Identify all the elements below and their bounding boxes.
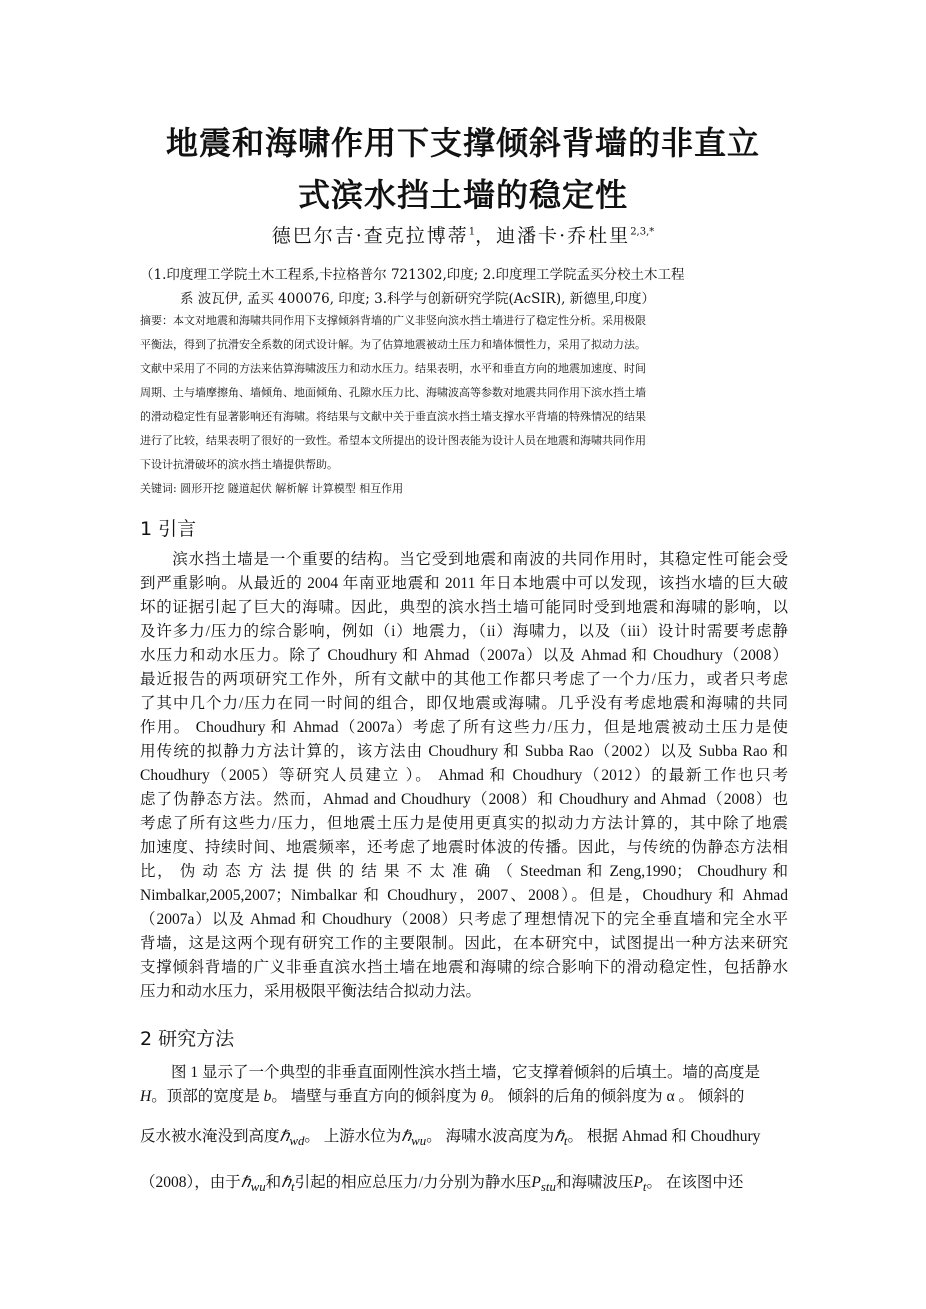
symbol-theta: θ (480, 1088, 489, 1105)
subscript-t: t (642, 1179, 647, 1195)
abstract-line: 的滑动稳定性有显著影响还有海啸。将结果与文献中关于垂直滨水挡土墙支撑水平背墙的特殊情况的结果 (140, 410, 646, 423)
method-text: 。 上游水位为 (304, 1128, 402, 1145)
paragraph-line: 比， 伪 动 态 方 法 提 供 的 结 果 不 太 准 确 （ Steedman 和 Zeng,1990； Choudhury 和 (140, 863, 788, 880)
method-text: 。顶部的宽度是 (151, 1088, 264, 1105)
symbol-H: H (140, 1088, 152, 1105)
author-1: 德巴尔吉·查克拉博蒂 (271, 225, 469, 247)
subscript-wu: wu (411, 1133, 427, 1149)
symbol-h: ℏ (554, 1128, 564, 1145)
author-line (60, 221, 866, 248)
paragraph-line: 水压力和动水压力。除了 Choudhury 和 Ahmad（2007a）以及 Ahmad 和 Choudhury（2008） (140, 647, 788, 664)
paragraph-line: Nimbalkar,2005,2007；Nimbalkar 和 Choudhury，2007、2008）。但是，Choudhury 和 Ahmad (140, 887, 788, 904)
paragraph-line: 压力和动水压力，采用极限平衡法结合拟动力法。 (140, 983, 482, 1000)
abstract-line: 文献中采用了不同的方法来估算海啸波压力和动水压力。结果表明，水平和垂直方向的地震加速度、时间 (140, 362, 646, 375)
author-separator: ， (475, 225, 497, 247)
paragraph-line: Choudhury（2005）等研究人员建立 ）。 Ahmad 和 Choudhury（2012）的最新工作也只考 (140, 767, 788, 784)
subscript-stu: stu (540, 1179, 556, 1195)
method-line-2 (140, 1084, 788, 1106)
subscript-wu: wu (250, 1179, 266, 1195)
method-text: （2008），由于 (140, 1174, 241, 1191)
abstract (140, 309, 790, 477)
method-text: 。 海啸水波高度为 (426, 1128, 555, 1145)
paragraph-line: 支撑倾斜背墙的广义非垂直滨水挡土墙在地震和海啸的综合影响下的滑动稳定性，包括静水 (140, 959, 788, 976)
symbol-h: ℏ (401, 1128, 412, 1145)
paragraph-line: 到严重影响。从最近的 2004 年南亚地震和 2011 年日本地震中可以发现，该挡水墙的巨大破 (140, 575, 788, 592)
paragraph-line: 最近报告的两项研究工作外，所有文献中的其他工作都只考虑了一个力/压力，或者只考虑 (140, 671, 788, 688)
author-2-affiliation-mark: 2,3,* (630, 226, 655, 238)
paper-title-line-1: 地震和海啸作用下支撑倾斜背墙的非直立 (165, 124, 760, 162)
method-text: 。 墙壁与垂直方向的倾斜度为 (271, 1088, 481, 1105)
method-line-1: 图 1 显示了一个典型的非垂直面刚性滨水挡土墙，它支撑着倾斜的后填土。墙的高度是 (140, 1064, 761, 1081)
section-heading-intro: 1 引言 (140, 518, 197, 540)
abstract-line: 平衡法，得到了抗滑安全系数的闭式设计解。为了估算地震被动土压力和墙体惯性力，采用了拟动力法。 (140, 338, 646, 351)
abstract-line: 进行了比较，结果表明了很好的一致性。希望本文所提出的设计图表能为设计人员在地震和海啸共同作用 (140, 434, 646, 447)
keywords: 关键词: 圆形开挖 隧道起伏 解析解 计算模型 相互作用 (140, 482, 404, 495)
subscript-t: t (563, 1133, 568, 1149)
method-text: 引起的相应总压力/力分别为静水压 (294, 1174, 532, 1191)
method-text: 反水被水淹没到高度 (140, 1128, 280, 1145)
abstract-line: 下设计抗滑破坏的滨水挡土墙提供帮助。 (140, 458, 338, 471)
paragraph-line: （2007a）以及 Ahmad 和 Choudhury（2008）只考虑了理想情况下的完全垂直墙和完全水平 (140, 911, 788, 928)
symbol-h: ℏ (240, 1174, 251, 1191)
section-heading-method: 2 研究方法 (140, 1028, 235, 1050)
symbol-h: ℏ (279, 1128, 290, 1145)
method-text: 。 倾斜的后角的倾斜度为 α 。 倾斜的 (488, 1088, 745, 1105)
paragraph-line: 虑了伪静态方法。然而，Ahmad and Choudhury（2008）和 Choudhury and Ahmad（2008）也 (140, 791, 788, 808)
intro-paragraph (140, 548, 788, 1004)
method-text: 和海啸波压 (555, 1174, 634, 1191)
symbol-P: P (531, 1174, 541, 1191)
author-1-affiliation-mark: 1 (468, 226, 476, 238)
paragraph-line: 考虑了所有这些力/压力，但地震土压力是使用更真实的拟动力方法计算的，其中除了地震 (140, 815, 788, 832)
method-line-3 (140, 1124, 788, 1149)
affiliation-line-1: （1.印度理工学院土木工程系,卡拉格普尔 721302,印度; 2.印度理工学院孟买分校土木工程 (140, 267, 685, 283)
method-text: 。 根据 Ahmad 和 Choudhury (567, 1128, 761, 1145)
paragraph-line: 背墙，这是这两个现有研究工作的主要限制。因此，在本研究中，试图提出一种方法来研究 (140, 935, 788, 952)
paper-title-line-2: 式滨水挡土墙的稳定性 (297, 176, 628, 214)
subscript-wd: wd (289, 1133, 305, 1149)
paragraph-line: 作用。 Choudhury 和 Ahmad（2007a）考虑了所有这些力/压力，但是地震被动土压力是使 (140, 719, 788, 736)
paragraph-line: 滨水挡土墙是一个重要的结构。当它受到地震和南波的共同作用时，其稳定性可能会受 (140, 551, 788, 568)
paragraph-line: 加速度、持续时间、地震频率，还考虑了地震时体波的传播。因此，与传统的伪静态方法相 (140, 839, 788, 856)
method-text: 和 (265, 1174, 282, 1191)
symbol-h: ℏ (281, 1174, 291, 1191)
author-2: 迪潘卡·乔杜里 (496, 225, 631, 247)
symbol-b: b (263, 1088, 272, 1105)
paragraph-line: 了其中几个力/压力在同一时间的组合，即仅地震或海啸。几乎没有考虑地震和海啸的共同 (140, 695, 788, 712)
method-text: 。 在该图中还 (646, 1174, 744, 1191)
method-line-4 (140, 1170, 788, 1195)
abstract-line: 周期、土与墙摩擦角、墙倾角、地面倾角、孔隙水压力比、海啸波高等参数对地震共同作用下滨水挡土墙 (140, 386, 646, 399)
abstract-line: 摘要：本文对地震和海啸共同作用下支撑倾斜背墙的广义非竖向滨水挡土墙进行了稳定性分析。采用极限 (140, 314, 646, 327)
subscript-t: t (291, 1179, 295, 1195)
paragraph-line: 用传统的拟静力方法计算的，该方法由 Choudhury 和 Subba Rao（2002）以及 Subba Rao 和 (140, 743, 788, 760)
affiliation-line-2: 系 波瓦伊, 孟买 400076, 印度; 3.科学与创新研究学院(AcSIR), 新德里,印度） (180, 291, 655, 307)
symbol-P: P (633, 1174, 643, 1191)
paragraph-line: 及许多力/压力的综合影响，例如（i）地震力，（ii）海啸力，以及（iii）设计时需要考虑静 (140, 623, 788, 640)
paragraph-line: 坏的证据引起了巨大的海啸。因此，典型的滨水挡土墙可能同时受到地震和海啸的影响，以 (140, 599, 788, 616)
